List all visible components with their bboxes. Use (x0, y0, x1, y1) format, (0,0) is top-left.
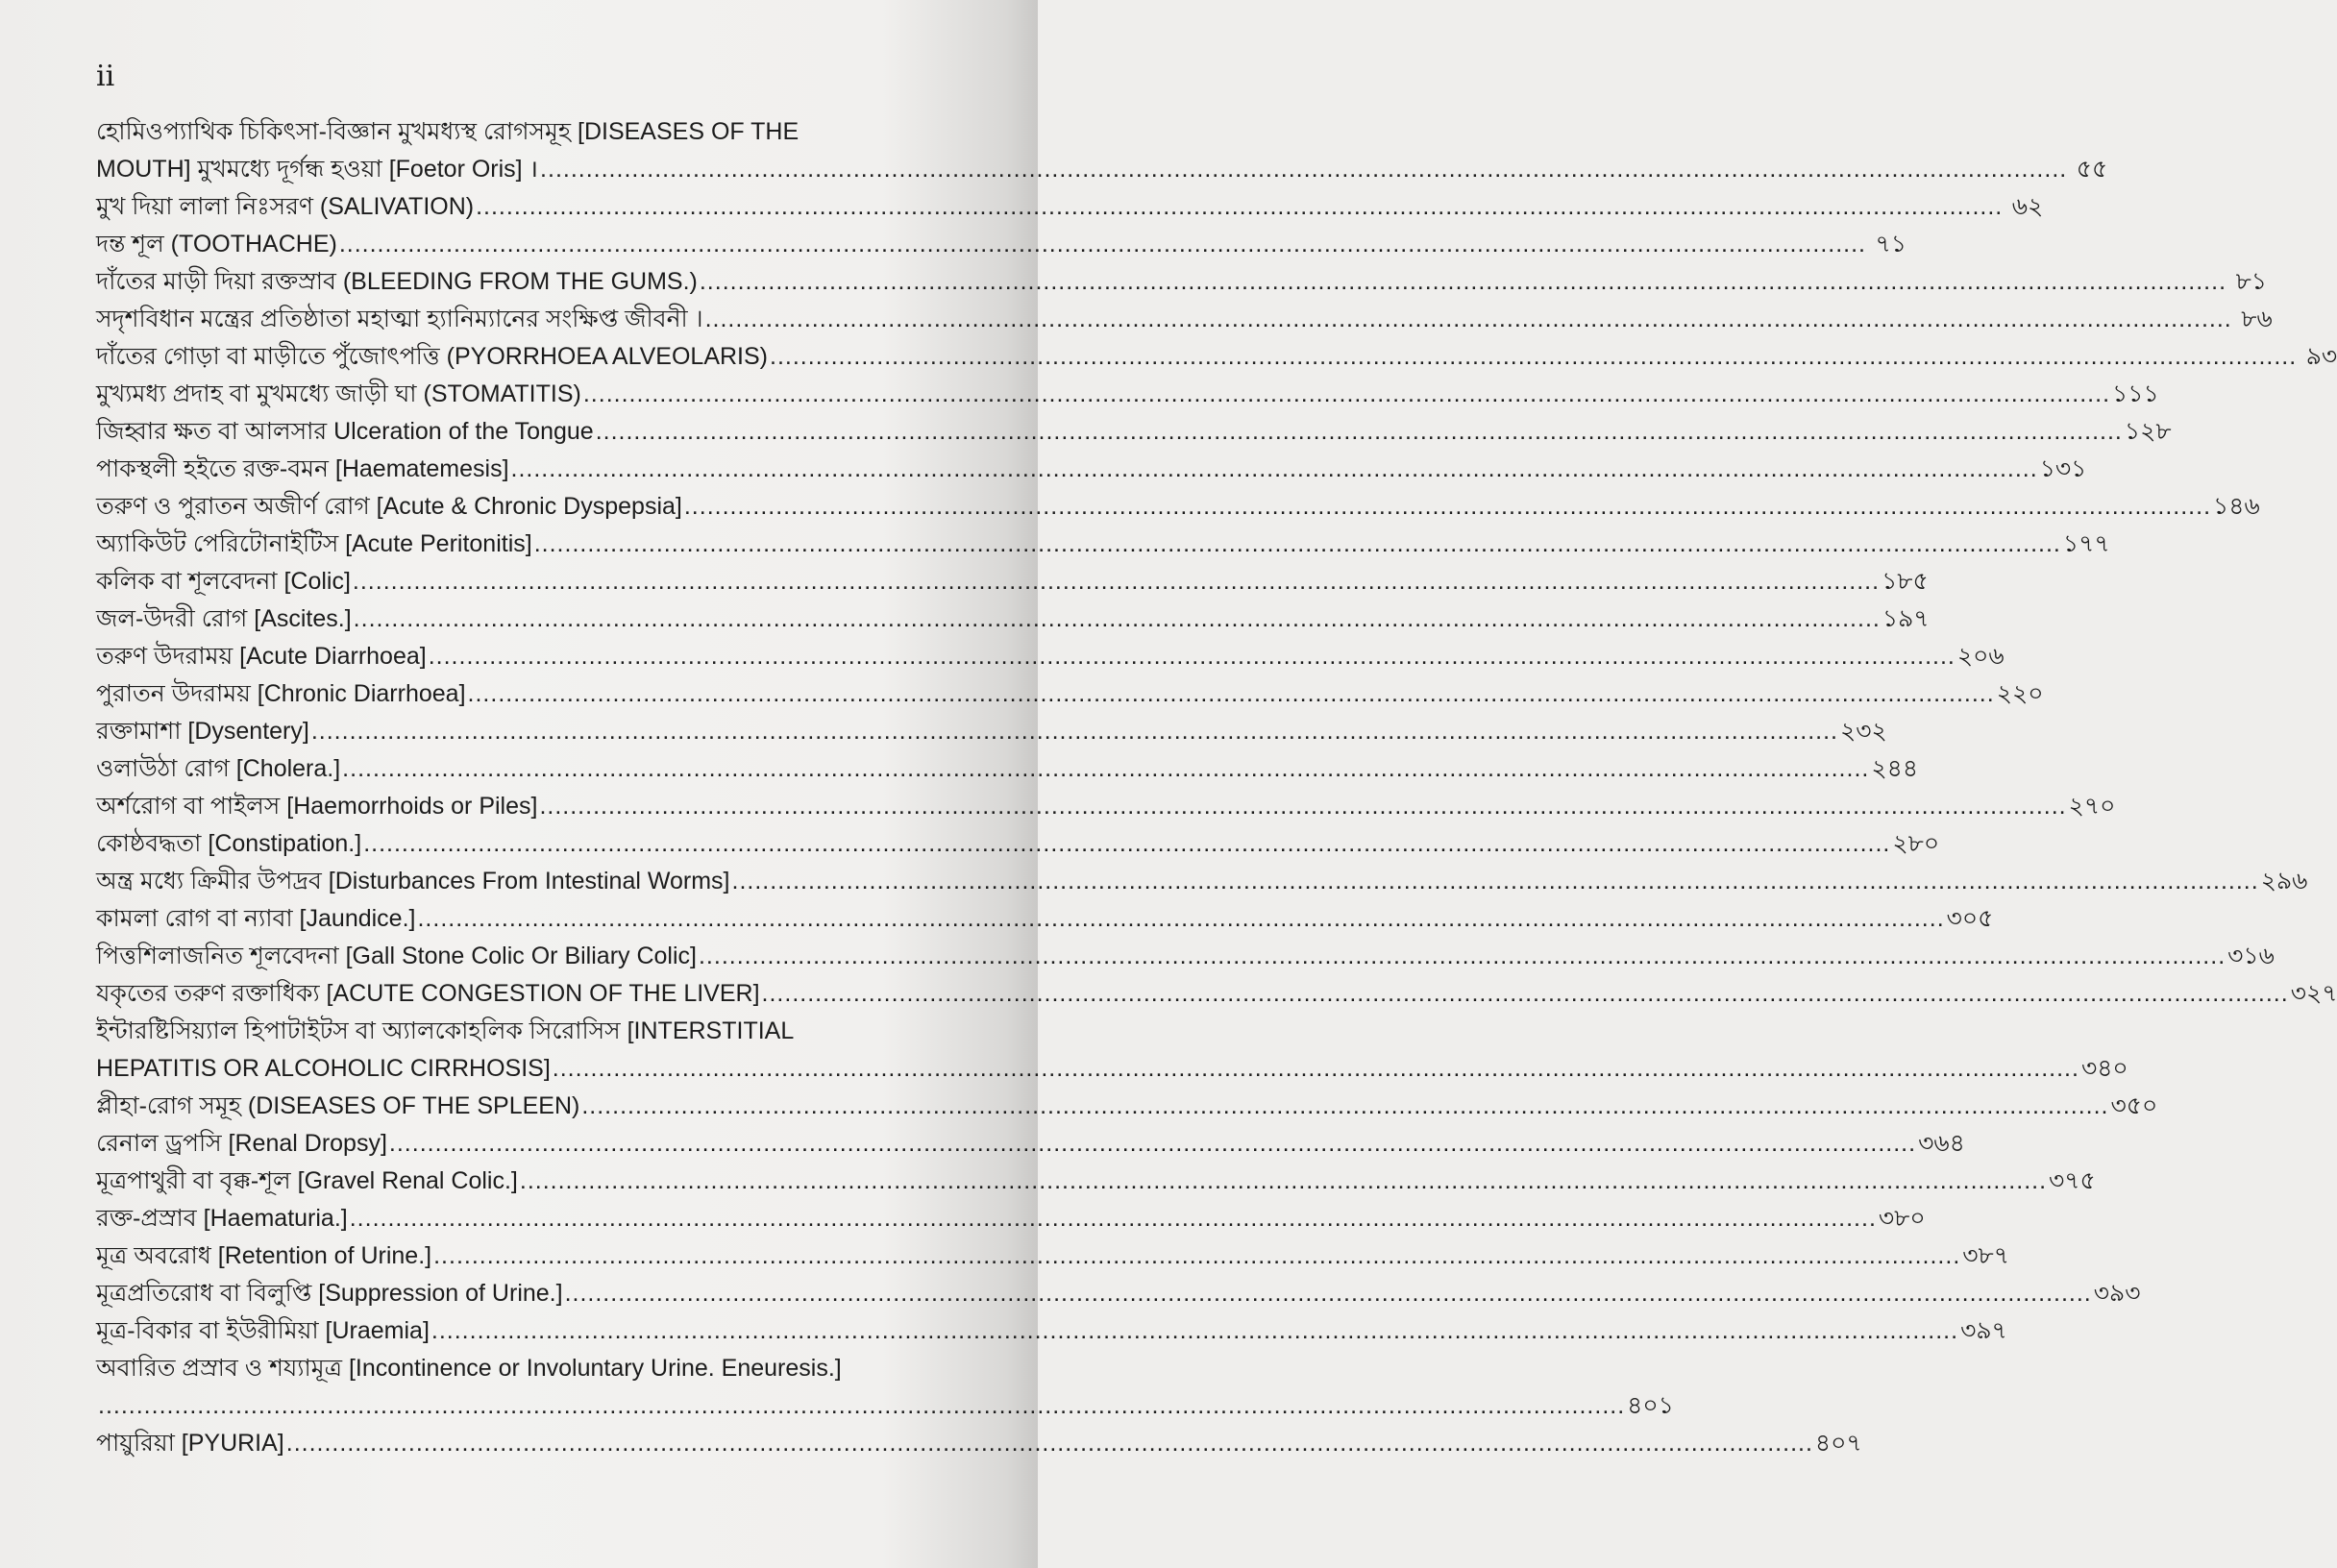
toc-page-number: ৪০১ (1627, 1392, 1674, 1419)
toc-page-number: ২৯৬ (2260, 868, 2308, 894)
dot-leader (339, 226, 1866, 263)
toc-entry-line (96, 825, 1940, 863)
toc-entry (96, 413, 2172, 451)
toc-entry-title: পাকস্থলী হইতে রক্ত-বমন [Haematemesis] (96, 455, 509, 482)
dot-leader (342, 750, 1869, 788)
toc-entry (96, 975, 2337, 1013)
toc-entry-line (96, 750, 1919, 788)
toc-entry-title: জিহ্বার ক্ষত বা আলসার Ulceration of the Tongue (96, 418, 594, 445)
toc-entry (96, 526, 2110, 563)
toc-entry-line (96, 675, 2044, 713)
toc-entry (96, 1425, 1862, 1462)
toc-entry (96, 113, 2108, 188)
toc-entry-line (96, 226, 1906, 263)
toc-page-number: ১৭৭ (2062, 530, 2110, 557)
toc-entry-title: দাঁতের গোড়া বা মাড়ীতে পুঁজোৎপত্তি (PYORRHOEA ALVEOLARIS) (96, 343, 769, 370)
toc-entry (96, 1125, 1965, 1163)
toc-page-number: ১৯৭ (1882, 605, 1930, 632)
toc-entry (96, 1237, 2010, 1275)
toc-entry-title: পায়ুরিয়া [PYURIA] (96, 1430, 284, 1457)
dot-leader (520, 1163, 2047, 1200)
toc-entry-title: জল-উদরী রোগ [Ascites.] (96, 605, 352, 632)
toc-entry-line (96, 938, 2275, 975)
toc-entry-line (96, 1200, 1926, 1237)
toc-entry-line (96, 338, 2337, 376)
toc-entry-line (96, 863, 2308, 900)
page-folio: ii (96, 60, 115, 93)
dot-leader (699, 938, 2226, 975)
toc-entry (96, 675, 2044, 713)
toc-page-number: ১২৮ (2124, 418, 2172, 445)
toc-page-number: ৮১ (2235, 268, 2268, 295)
toc-page-number: ৩৮৭ (1962, 1242, 2010, 1269)
toc-entry-title-line: অবারিত প্রস্রাব ও শয্যামূত্র [Incontinence or Involuntary Urine. Eneuresis.] (96, 1355, 842, 1382)
toc-entry-title: প্লীহা-রোগ সমূহ (DISEASES OF THE SPLEEN) (96, 1092, 580, 1119)
dot-leader (286, 1425, 1813, 1462)
toc-entry (96, 338, 2337, 376)
toc-entry-title: কামলা রোগ বা ন্যাবা [Jaundice.] (96, 905, 416, 932)
toc-entry (96, 301, 2273, 338)
toc-entry-title: মূত্র-বিকার বা ইউরীমিয়া [Uraemia] (96, 1317, 430, 1344)
toc-entry-line (96, 788, 2116, 825)
toc-entry-line (96, 1425, 1862, 1462)
table-of-contents (96, 113, 2337, 1462)
toc-page-number: ৩২৭ (2290, 980, 2337, 1007)
dot-leader (431, 1312, 1958, 1350)
dot-leader (354, 600, 1881, 638)
toc-entry (96, 1200, 1926, 1237)
dot-leader (476, 188, 2003, 226)
toc-entry (96, 188, 2044, 226)
toc-entry (96, 1350, 1674, 1425)
toc-entry-line (96, 600, 1930, 638)
toc-entry-title-line: হোমিওপ্যাথিক চিকিৎসা-বিজ্ঞান মুখমধ্যস্থ রোগসমূহ [DISEASES OF THE (96, 118, 800, 145)
toc-entry-line (96, 1088, 2158, 1125)
toc-page-number: ৩৪০ (2080, 1055, 2128, 1082)
toc-entry (96, 1013, 2128, 1088)
dot-leader (534, 526, 2061, 563)
toc-entry (96, 488, 2260, 526)
dot-leader (684, 488, 2211, 526)
toc-entry-title: যকৃতের তরুণ রক্তাধিক্য [ACUTE CONGESTION OF THE LIVER] (96, 980, 760, 1007)
dot-leader (540, 151, 2067, 188)
toc-page-number: ৩৭৫ (2049, 1167, 2096, 1194)
toc-page-number: ২২০ (1996, 680, 2044, 707)
toc-entry (96, 376, 2159, 413)
toc-entry-line (96, 301, 2273, 338)
toc-entry-title: পুরাতন উদরাময় [Chronic Diarrhoea] (96, 680, 466, 707)
toc-entry-title: পিত্তশিলাজনিত শূলবেদনা [Gall Stone Colic Or Biliary Colic] (96, 943, 697, 969)
toc-entry (96, 788, 2116, 825)
toc-entry-title: অ্যাকিউট পেরিটোনাইটিস [Acute Peritonitis] (96, 530, 532, 557)
toc-entry-title: দন্ত শূল (TOOTHACHE) (96, 231, 337, 257)
toc-page-number: ৩৯৭ (1960, 1317, 2007, 1344)
toc-page-number: ১৪৬ (2213, 493, 2260, 520)
toc-entry-title: MOUTH] মুখমধ্যে দূর্গন্ধ হওয়া [Foetor Oris] । (96, 156, 539, 183)
toc-page-number: ২৮০ (1892, 830, 1940, 857)
toc-entry (96, 863, 2308, 900)
toc-entry (96, 900, 1994, 938)
toc-page-number: ৩৯৩ (2093, 1280, 2141, 1307)
toc-page-number: ৩১৬ (2227, 943, 2275, 969)
toc-entry-title: তরুণ ও পুরাতন অজীর্ণ রোগ [Acute & Chronic Dyspepsia] (96, 493, 682, 520)
toc-entry-title-line: ইন্টারষ্টিসিয়্যাল হিপাটাইটস বা অ্যালকোহলিক সিরোসিস [INTERSTITIAL (96, 1017, 795, 1044)
toc-entry-line (96, 188, 2044, 226)
toc-entry (96, 263, 2268, 301)
toc-page-number: ৩৬৪ (1918, 1130, 1965, 1157)
toc-entry (96, 825, 1940, 863)
toc-entry-title: মূত্রপ্রতিরোধ বা বিলুপ্তি [Suppression of Urine.] (96, 1280, 563, 1307)
toc-page-number: ১৩১ (2039, 455, 2087, 482)
toc-entry-title: রেনাল ড্রপসি [Renal Dropsy] (96, 1130, 387, 1157)
dot-leader (468, 675, 1995, 713)
toc-entry-line (96, 900, 1994, 938)
dot-leader (583, 376, 2110, 413)
toc-entry-line (96, 713, 1887, 750)
toc-entry-title: HEPATITIS OR ALCOHOLIC CIRRHOSIS] (96, 1055, 551, 1082)
toc-page-number: ১৮৫ (1882, 568, 1929, 595)
dot-leader (539, 788, 2066, 825)
dot-leader (732, 863, 2259, 900)
toc-entry-title: রক্তামাশা [Dysentery] (96, 718, 309, 745)
toc-entry-title: অন্ত্র মধ্যে ক্রিমীর উপদ্রব [Disturbances From Intestinal Worms] (96, 868, 730, 894)
toc-entry (96, 1088, 2158, 1125)
dot-leader (433, 1237, 1960, 1275)
toc-page-number: ৮৬ (2241, 306, 2273, 332)
toc-entry-title: কোষ্ঠবদ্ধতা [Constipation.] (96, 830, 362, 857)
toc-entry-line (96, 1387, 1674, 1425)
toc-page-number: ২৪৪ (1871, 755, 1919, 782)
toc-page-number: ৩৮০ (1878, 1205, 1926, 1232)
toc-entry-line (96, 1237, 2010, 1275)
toc-entry-title: রক্ত-প্রস্রাব [Haematuria.] (96, 1205, 348, 1232)
dot-leader (389, 1125, 1916, 1163)
dot-leader (565, 1275, 2092, 1312)
dot-leader (311, 713, 1838, 750)
toc-entry-line (96, 975, 2337, 1013)
toc-page-number: ৯৩ (2305, 343, 2337, 370)
toc-entry (96, 1163, 2096, 1200)
toc-entry-title: মূত্রপাথুরী বা বৃক্ক-শূল [Gravel Renal Colic.] (96, 1167, 518, 1194)
dot-leader (700, 263, 2226, 301)
dot-leader (353, 563, 1880, 600)
dot-leader (98, 1387, 1625, 1425)
dot-leader (596, 413, 2123, 451)
toc-entry-line (96, 488, 2260, 526)
toc-entry-line (96, 151, 2108, 188)
toc-entry (96, 563, 1929, 600)
toc-page-number: ২০৬ (1956, 643, 2005, 670)
toc-entry-title: কলিক বা শূলবেদনা [Colic] (96, 568, 351, 595)
toc-entry-line (96, 1312, 2007, 1350)
toc-entry (96, 1312, 2007, 1350)
toc-entry-line (96, 263, 2268, 301)
dot-leader (770, 338, 2297, 376)
toc-page-number: ২৭০ (2068, 793, 2116, 820)
dot-leader (429, 638, 1956, 675)
toc-entry-line (96, 1275, 2141, 1312)
toc-entry (96, 750, 1919, 788)
dot-leader (363, 825, 1890, 863)
dot-leader (417, 900, 1944, 938)
toc-page-number: ৭১ (1875, 231, 1906, 257)
toc-entry-title: সদৃশবিধান মন্ত্রের প্রতিষ্ঠাতা মহাত্মা হ্যানিম্যানের সংক্ষিপ্ত জীবনী । (96, 306, 703, 332)
toc-page-number: ৩৫০ (2110, 1092, 2158, 1119)
toc-entry-title: মুখ দিয়া লালা নিঃসরণ (SALIVATION) (96, 193, 475, 220)
toc-entry-line (96, 1050, 2128, 1088)
toc-entry (96, 638, 2005, 675)
toc-entry (96, 938, 2275, 975)
toc-entry-title: ওলাউঠা রোগ [Cholera.] (96, 755, 341, 782)
toc-entry-line (96, 1163, 2096, 1200)
toc-entry-title: মূত্র অবরোধ [Retention of Urine.] (96, 1242, 432, 1269)
dot-leader (511, 451, 2038, 488)
toc-entry (96, 451, 2087, 488)
toc-entry (96, 713, 1887, 750)
toc-entry-title: তরুণ উদরাময় [Acute Diarrhoea] (96, 643, 427, 670)
dot-leader (705, 301, 2232, 338)
toc-entry-line (96, 526, 2110, 563)
toc-entry (96, 600, 1930, 638)
toc-entry-title: দাঁতের মাড়ী দিয়া রক্তস্রাব (BLEEDING FROM THE GUMS.) (96, 268, 698, 295)
dot-leader (350, 1200, 1877, 1237)
dot-leader (762, 975, 2289, 1013)
toc-page-number: ৬২ (2011, 193, 2044, 220)
toc-entry-title: মুখ্যমধ্য প্রদাহ বা মুখমধ্যে জাড়ী ঘা (STOMATITIS) (96, 380, 581, 407)
toc-page-number: ১১১ (2112, 380, 2159, 407)
toc-entry (96, 1275, 2141, 1312)
toc-page-number: ৪০৭ (1814, 1430, 1862, 1457)
toc-entry-line (96, 451, 2087, 488)
toc-entry-line (96, 1125, 1965, 1163)
toc-page-number: ৩০৫ (1946, 905, 1994, 932)
toc-entry-line (96, 413, 2172, 451)
toc-page-number: ২৩২ (1840, 718, 1887, 745)
toc-entry-line (96, 638, 2005, 675)
dot-leader (553, 1050, 2079, 1088)
toc-page-number: ৫৫ (2076, 156, 2108, 183)
dot-leader (581, 1088, 2108, 1125)
toc-entry-title: অর্শরোগ বা পাইলস [Haemorrhoids or Piles] (96, 793, 538, 820)
toc-entry-line (96, 376, 2159, 413)
toc-entry (96, 226, 1906, 263)
toc-entry-line (96, 563, 1929, 600)
